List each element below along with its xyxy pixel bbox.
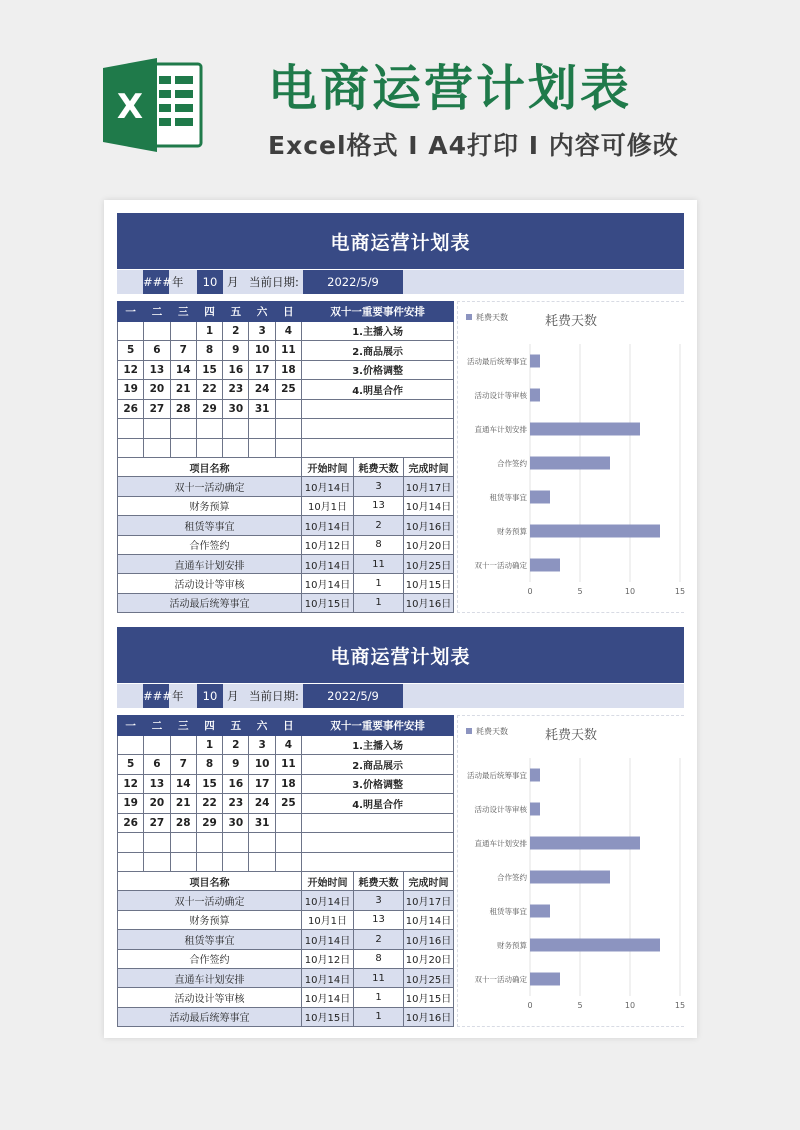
y-category-label: 直通车计划安排: [474, 425, 527, 434]
calendar-day-cell[interactable]: [118, 833, 144, 853]
calendar-day-cell[interactable]: 8: [196, 755, 222, 775]
calendar-day-cell[interactable]: 17: [249, 774, 275, 794]
event-cell[interactable]: 1.主播入场: [302, 735, 454, 755]
table-cell[interactable]: 租赁等事宜: [118, 930, 302, 949]
y-category-label: 双十一活动确定: [474, 975, 527, 984]
excel-logo-letter: X: [116, 87, 144, 127]
calendar-day-cell[interactable]: [196, 852, 222, 872]
calendar-day-cell[interactable]: 23: [223, 794, 249, 814]
y-category-label: 双十一活动确定: [474, 561, 527, 570]
chart-svg: [458, 302, 685, 614]
chart-title: 耗费天数: [544, 314, 598, 329]
table-cell[interactable]: 活动设计等审核: [118, 574, 302, 593]
calendar-day-cell[interactable]: [170, 419, 196, 439]
y-category-label: 财务预算: [497, 527, 527, 536]
calendar-day-cell[interactable]: 30: [223, 399, 249, 419]
project-column-header: 项目名称: [118, 872, 302, 891]
table-cell[interactable]: 10月14日: [302, 930, 354, 949]
calendar-day-cell[interactable]: 26: [118, 813, 144, 833]
calendar-day-cell[interactable]: 27: [144, 813, 170, 833]
calendar-day-cell[interactable]: [170, 833, 196, 853]
sheet-title: 电商运营计划表: [117, 627, 684, 683]
calendar-day-cell[interactable]: 28: [170, 813, 196, 833]
month-value-cell[interactable]: 10: [197, 270, 223, 294]
calendar-day-cell[interactable]: 31: [249, 399, 275, 419]
table-cell[interactable]: 10月16日: [404, 593, 454, 612]
table-cell[interactable]: 10月20日: [404, 949, 454, 968]
table-cell[interactable]: 10月14日: [302, 988, 354, 1007]
calendar-day-cell[interactable]: 14: [170, 774, 196, 794]
calendar-week-row: [118, 380, 454, 400]
calendar-day-cell[interactable]: 17: [249, 360, 275, 380]
table-cell[interactable]: 10月20日: [404, 535, 454, 554]
calendar-day-cell[interactable]: 6: [144, 755, 170, 775]
calendar-week-row: [118, 360, 454, 380]
table-row: [118, 496, 454, 515]
calendar-day-cell[interactable]: 29: [196, 399, 222, 419]
chart-bar: [530, 973, 560, 986]
calendar-day-cell[interactable]: 19: [118, 794, 144, 814]
calendar-week-row: [118, 419, 454, 439]
calendar-day-cell[interactable]: 3: [249, 735, 275, 755]
calendar-day-cell[interactable]: 19: [118, 380, 144, 400]
x-tick-label: 0: [527, 587, 533, 596]
y-category-label: 财务预算: [497, 941, 527, 950]
table-row: [118, 968, 454, 987]
calendar-day-cell[interactable]: 18: [275, 774, 301, 794]
calendar-day-cell[interactable]: 22: [196, 794, 222, 814]
table-cell[interactable]: 10月16日: [404, 516, 454, 535]
events-header: 双十一重要事件安排: [302, 716, 454, 736]
project-column-header: 耗费天数: [354, 872, 404, 891]
calendar-week-row: [118, 321, 454, 341]
table-row: [118, 930, 454, 949]
calendar-day-cell[interactable]: 20: [144, 794, 170, 814]
calendar-day-cell[interactable]: [118, 735, 144, 755]
table-cell[interactable]: 10月14日: [302, 554, 354, 573]
x-tick-label: 15: [674, 1001, 685, 1010]
event-cell[interactable]: 2.商品展示: [302, 341, 454, 361]
calendar-day-cell[interactable]: [170, 735, 196, 755]
table-cell[interactable]: 活动设计等审核: [118, 988, 302, 1007]
y-category-label: 活动设计等审核: [474, 805, 527, 814]
calendar-day-cell[interactable]: [249, 852, 275, 872]
year-value-cell[interactable]: ###: [143, 270, 169, 294]
calendar-day-cell[interactable]: [275, 419, 301, 439]
calendar-week-row: [118, 735, 454, 755]
calendar-day-cell[interactable]: 6: [144, 341, 170, 361]
chart-bar: [530, 491, 550, 504]
y-category-label: 活动设计等审核: [474, 391, 527, 400]
table-cell[interactable]: 10月16日: [404, 1007, 454, 1026]
calendar-week-row: [118, 852, 454, 872]
weekday-header: 六: [249, 716, 275, 736]
calendar-day-cell[interactable]: [144, 735, 170, 755]
weekday-header: 六: [249, 302, 275, 322]
project-column-header: 开始时间: [302, 872, 354, 891]
table-cell[interactable]: 1: [354, 988, 404, 1007]
table-cell[interactable]: 10月14日: [302, 891, 354, 910]
month-label: 月: [227, 275, 239, 289]
table-row: [118, 988, 454, 1007]
calendar-day-cell[interactable]: 30: [223, 813, 249, 833]
calendar-week-row: [118, 774, 454, 794]
table-cell[interactable]: 1: [354, 1007, 404, 1026]
calendar-day-cell[interactable]: 1: [196, 735, 222, 755]
chart-svg: [458, 716, 685, 1028]
calendar-day-cell[interactable]: [170, 321, 196, 341]
calendar-day-cell[interactable]: 15: [196, 360, 222, 380]
event-cell[interactable]: 2.商品展示: [302, 755, 454, 775]
project-column-header: 完成时间: [404, 872, 454, 891]
table-row: [118, 535, 454, 554]
calendar-day-cell[interactable]: 24: [249, 380, 275, 400]
plan-sheet-2: [117, 627, 684, 1027]
calendar-day-cell[interactable]: 16: [223, 360, 249, 380]
weekday-header: 日: [275, 302, 301, 322]
legend-label: 耗费天数: [476, 313, 508, 322]
calendar-day-cell[interactable]: [196, 419, 222, 439]
calendar-day-cell[interactable]: [196, 438, 222, 458]
weekday-header: 二: [144, 716, 170, 736]
chart-bar: [530, 423, 640, 436]
calendar-day-cell[interactable]: 2: [223, 321, 249, 341]
weekday-header: 四: [196, 716, 222, 736]
calendar-day-cell[interactable]: 10: [249, 755, 275, 775]
calendar-day-cell[interactable]: 27: [144, 399, 170, 419]
calendar-day-cell[interactable]: 25: [275, 794, 301, 814]
table-cell[interactable]: 10月15日: [302, 1007, 354, 1026]
calendar-day-cell[interactable]: 23: [223, 380, 249, 400]
calendar-day-cell[interactable]: [223, 852, 249, 872]
calendar-day-cell[interactable]: 1: [196, 321, 222, 341]
calendar-day-cell[interactable]: [118, 321, 144, 341]
month-value-cell[interactable]: 10: [197, 684, 223, 708]
calendar-day-cell[interactable]: 15: [196, 774, 222, 794]
project-column-header: 项目名称: [118, 458, 302, 477]
days-bar-chart: [457, 715, 684, 1027]
chart-bar: [530, 559, 560, 572]
table-cell[interactable]: 13: [354, 496, 404, 515]
table-cell[interactable]: 1: [354, 593, 404, 612]
x-tick-label: 10: [624, 587, 636, 596]
calendar-day-cell[interactable]: 18: [275, 360, 301, 380]
calendar-day-cell[interactable]: 16: [223, 774, 249, 794]
chart-bar: [530, 871, 610, 884]
calendar-week-row: [118, 833, 454, 853]
table-cell[interactable]: 3: [354, 891, 404, 910]
project-column-header: 开始时间: [302, 458, 354, 477]
calendar-day-cell[interactable]: [170, 852, 196, 872]
calendar-day-cell[interactable]: 7: [170, 755, 196, 775]
calendar-day-cell[interactable]: 20: [144, 380, 170, 400]
table-cell[interactable]: 10月15日: [302, 593, 354, 612]
chart-bar: [530, 769, 540, 782]
calendar-table: [117, 301, 454, 458]
calendar-header-row: [118, 302, 454, 322]
table-cell[interactable]: 活动最后统筹事宜: [118, 593, 302, 612]
table-row: [118, 949, 454, 968]
table-row: [118, 593, 454, 612]
weekday-header: 二: [144, 302, 170, 322]
calendar-day-cell[interactable]: 9: [223, 755, 249, 775]
y-category-label: 合作签约: [497, 873, 527, 882]
current-date-label: 当前日期:: [249, 275, 299, 289]
days-bar-chart: [457, 301, 684, 613]
date-info-bar: [117, 684, 684, 708]
calendar-day-cell[interactable]: [170, 438, 196, 458]
calendar-day-cell[interactable]: [144, 852, 170, 872]
chart-bar: [530, 355, 540, 368]
calendar-week-row: [118, 438, 454, 458]
weekday-header: 三: [170, 302, 196, 322]
x-tick-label: 10: [624, 1001, 636, 1010]
table-cell[interactable]: 11: [354, 968, 404, 987]
event-cell[interactable]: 4.明星合作: [302, 380, 454, 400]
table-cell[interactable]: 直通车计划安排: [118, 554, 302, 573]
table-cell[interactable]: 10月14日: [302, 516, 354, 535]
calendar-day-cell[interactable]: 13: [144, 774, 170, 794]
page-title: 电商运营计划表: [268, 60, 633, 117]
calendar-day-cell[interactable]: [144, 833, 170, 853]
calendar-day-cell[interactable]: 10: [249, 341, 275, 361]
calendar-day-cell[interactable]: [275, 438, 301, 458]
project-column-header: 完成时间: [404, 458, 454, 477]
legend-label: 耗费天数: [476, 727, 508, 736]
current-date-value[interactable]: 2022/5/9: [303, 684, 403, 708]
chart-bar: [530, 837, 640, 850]
table-row: [118, 891, 454, 910]
project-table: [117, 457, 454, 613]
calendar-day-cell[interactable]: 7: [170, 341, 196, 361]
calendar-week-row: [118, 813, 454, 833]
calendar-table: [117, 715, 454, 872]
event-cell[interactable]: [302, 852, 454, 872]
calendar-day-cell[interactable]: 21: [170, 794, 196, 814]
calendar-header-row: [118, 716, 454, 736]
table-row: [118, 516, 454, 535]
chart-title: 耗费天数: [544, 728, 598, 743]
project-header-row: [118, 872, 454, 891]
calendar-day-cell[interactable]: [118, 852, 144, 872]
table-cell[interactable]: 3: [354, 477, 404, 496]
table-cell[interactable]: 10月17日: [404, 891, 454, 910]
calendar-day-cell[interactable]: 12: [118, 774, 144, 794]
y-category-label: 活动最后统筹事宜: [467, 771, 527, 780]
calendar-day-cell[interactable]: [275, 852, 301, 872]
event-cell[interactable]: [302, 438, 454, 458]
year-label: 年: [172, 275, 184, 289]
table-row: [118, 1007, 454, 1026]
page-subtitle: Excel格式 I A4打印 I 内容可修改: [268, 131, 679, 160]
table-cell[interactable]: 直通车计划安排: [118, 968, 302, 987]
month-label: 月: [227, 689, 239, 703]
y-category-label: 活动最后统筹事宜: [467, 357, 527, 366]
calendar-day-cell[interactable]: [196, 833, 222, 853]
x-tick-label: 15: [674, 587, 685, 596]
table-cell[interactable]: 11: [354, 554, 404, 573]
table-cell[interactable]: 1: [354, 574, 404, 593]
chart-bar: [530, 803, 540, 816]
calendar-day-cell[interactable]: 5: [118, 755, 144, 775]
table-cell[interactable]: 活动最后统筹事宜: [118, 1007, 302, 1026]
calendar-day-cell[interactable]: 4: [275, 735, 301, 755]
x-tick-label: 5: [577, 1001, 583, 1010]
calendar-day-cell[interactable]: 31: [249, 813, 275, 833]
project-header-row: [118, 458, 454, 477]
table-cell[interactable]: 10月25日: [404, 968, 454, 987]
table-cell[interactable]: 10月16日: [404, 930, 454, 949]
table-cell[interactable]: 10月14日: [302, 477, 354, 496]
weekday-header: 三: [170, 716, 196, 736]
calendar-day-cell[interactable]: [223, 438, 249, 458]
excel-logo-icon: [103, 56, 203, 154]
table-cell[interactable]: 10月1日: [302, 496, 354, 515]
year-value-cell[interactable]: ###: [143, 684, 169, 708]
calendar-day-cell[interactable]: [223, 419, 249, 439]
plan-sheet-1: [117, 213, 684, 613]
current-date-label: 当前日期:: [249, 689, 299, 703]
calendar-day-cell[interactable]: [249, 419, 275, 439]
calendar-day-cell[interactable]: 25: [275, 380, 301, 400]
weekday-header: 日: [275, 716, 301, 736]
events-header: 双十一重要事件安排: [302, 302, 454, 322]
event-cell[interactable]: 1.主播入场: [302, 321, 454, 341]
chart-bar: [530, 939, 660, 952]
calendar-day-cell[interactable]: 8: [196, 341, 222, 361]
weekday-header: 五: [223, 716, 249, 736]
calendar-day-cell[interactable]: [275, 813, 301, 833]
event-cell[interactable]: [302, 813, 454, 833]
calendar-day-cell[interactable]: 12: [118, 360, 144, 380]
table-cell[interactable]: 10月1日: [302, 910, 354, 929]
table-cell[interactable]: 10月14日: [302, 574, 354, 593]
table-row: [118, 910, 454, 929]
weekday-header: 一: [118, 716, 144, 736]
chart-bar: [530, 525, 660, 538]
calendar-day-cell[interactable]: [144, 321, 170, 341]
table-cell[interactable]: 10月17日: [404, 477, 454, 496]
y-category-label: 租赁等事宜: [489, 493, 527, 502]
project-column-header: 耗费天数: [354, 458, 404, 477]
calendar-day-cell[interactable]: [144, 438, 170, 458]
table-cell[interactable]: 8: [354, 949, 404, 968]
calendar-week-row: [118, 341, 454, 361]
y-category-label: 直通车计划安排: [474, 839, 527, 848]
calendar-day-cell[interactable]: [144, 419, 170, 439]
table-cell[interactable]: 10月14日: [404, 496, 454, 515]
table-row: [118, 554, 454, 573]
calendar-day-cell[interactable]: [249, 833, 275, 853]
sheet-title: 电商运营计划表: [117, 213, 684, 269]
calendar-day-cell[interactable]: 24: [249, 794, 275, 814]
calendar-day-cell[interactable]: [275, 833, 301, 853]
calendar-day-cell[interactable]: [118, 419, 144, 439]
y-category-label: 合作签约: [497, 459, 527, 468]
date-info-bar: [117, 270, 684, 294]
calendar-day-cell[interactable]: 11: [275, 755, 301, 775]
table-cell[interactable]: 财务预算: [118, 496, 302, 515]
table-row: [118, 574, 454, 593]
calendar-day-cell[interactable]: [118, 438, 144, 458]
table-cell[interactable]: 双十一活动确定: [118, 891, 302, 910]
calendar-day-cell[interactable]: [275, 399, 301, 419]
weekday-header: 一: [118, 302, 144, 322]
calendar-day-cell[interactable]: 22: [196, 380, 222, 400]
calendar-day-cell[interactable]: 3: [249, 321, 275, 341]
calendar-day-cell[interactable]: [249, 438, 275, 458]
year-label: 年: [172, 689, 184, 703]
calendar-day-cell[interactable]: 13: [144, 360, 170, 380]
table-cell[interactable]: 10月12日: [302, 535, 354, 554]
event-cell[interactable]: 4.明星合作: [302, 794, 454, 814]
event-cell[interactable]: 3.价格调整: [302, 774, 454, 794]
project-table: [117, 871, 454, 1027]
chart-bar: [530, 457, 610, 470]
table-cell[interactable]: 合作签约: [118, 949, 302, 968]
table-cell[interactable]: 13: [354, 910, 404, 929]
table-cell[interactable]: 10月15日: [404, 574, 454, 593]
weekday-header: 四: [196, 302, 222, 322]
table-cell[interactable]: 2: [354, 516, 404, 535]
calendar-day-cell[interactable]: 11: [275, 341, 301, 361]
table-cell[interactable]: 合作签约: [118, 535, 302, 554]
calendar-day-cell[interactable]: 9: [223, 341, 249, 361]
table-cell[interactable]: 双十一活动确定: [118, 477, 302, 496]
calendar-day-cell[interactable]: 26: [118, 399, 144, 419]
event-cell[interactable]: [302, 419, 454, 439]
calendar-day-cell[interactable]: 2: [223, 735, 249, 755]
x-tick-label: 5: [577, 587, 583, 596]
event-cell[interactable]: [302, 833, 454, 853]
calendar-week-row: [118, 399, 454, 419]
calendar-day-cell[interactable]: 5: [118, 341, 144, 361]
table-cell[interactable]: 10月15日: [404, 988, 454, 1007]
event-cell[interactable]: 3.价格调整: [302, 360, 454, 380]
calendar-day-cell[interactable]: 4: [275, 321, 301, 341]
calendar-day-cell[interactable]: 14: [170, 360, 196, 380]
table-cell[interactable]: 8: [354, 535, 404, 554]
calendar-day-cell[interactable]: [223, 833, 249, 853]
event-cell[interactable]: [302, 399, 454, 419]
legend-swatch: [466, 314, 472, 320]
calendar-day-cell[interactable]: 28: [170, 399, 196, 419]
x-tick-label: 0: [527, 1001, 533, 1010]
table-row: [118, 477, 454, 496]
table-cell[interactable]: 2: [354, 930, 404, 949]
y-category-label: 租赁等事宜: [489, 907, 527, 916]
calendar-week-row: [118, 755, 454, 775]
table-cell[interactable]: 10月14日: [404, 910, 454, 929]
calendar-week-row: [118, 794, 454, 814]
calendar-day-cell[interactable]: 29: [196, 813, 222, 833]
table-cell[interactable]: 10月25日: [404, 554, 454, 573]
chart-bar: [530, 905, 550, 918]
legend-swatch: [466, 728, 472, 734]
chart-bar: [530, 389, 540, 402]
table-cell[interactable]: 10月14日: [302, 968, 354, 987]
current-date-value[interactable]: 2022/5/9: [303, 270, 403, 294]
calendar-day-cell[interactable]: 21: [170, 380, 196, 400]
table-cell[interactable]: 财务预算: [118, 910, 302, 929]
weekday-header: 五: [223, 302, 249, 322]
table-cell[interactable]: 租赁等事宜: [118, 516, 302, 535]
table-cell[interactable]: 10月12日: [302, 949, 354, 968]
